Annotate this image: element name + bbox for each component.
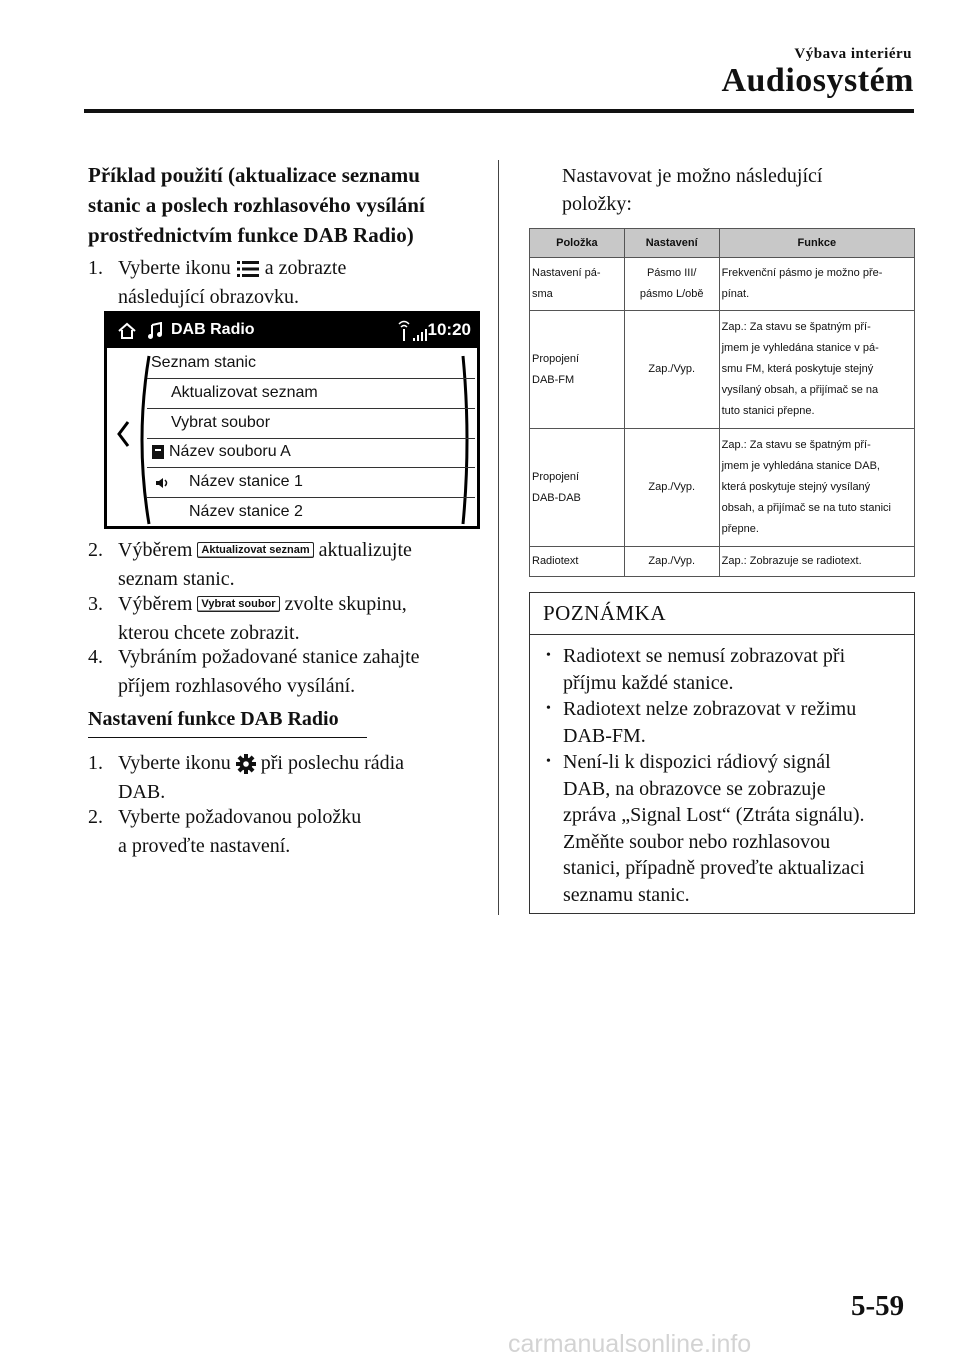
- header-rule: [84, 109, 914, 113]
- list-item[interactable]: [147, 379, 475, 409]
- step-number: 1.: [88, 257, 103, 279]
- item-cell: [530, 429, 625, 547]
- column-header: Nastavení: [624, 229, 719, 258]
- cell-line: Propojení: [532, 470, 580, 483]
- cell-line: pínat.: [721, 288, 750, 300]
- cell-line: tuto stanici přepne.: [721, 405, 815, 417]
- update-list-button-image: Aktualizovat seznam: [197, 542, 313, 558]
- music-note-icon: [147, 322, 163, 340]
- note-line: stanici, případně proveďte aktualizaci: [563, 857, 865, 879]
- screen-title: DAB Radio: [171, 321, 255, 338]
- settings-table: [529, 228, 915, 577]
- cell-line: DAB-DAB: [532, 491, 581, 504]
- cell-line: Pásmo III/: [646, 267, 697, 279]
- dab-settings-heading: Nastavení funkce DAB Radio: [88, 708, 339, 730]
- setting-cell: [624, 311, 719, 429]
- function-cell: [719, 258, 914, 311]
- back-chevron-icon[interactable]: [115, 419, 131, 449]
- settings-step-2: [88, 803, 468, 863]
- list-item[interactable]: [147, 349, 475, 379]
- step-text: Výběrem: [118, 593, 193, 615]
- cell-line: Nastavení pá-: [532, 267, 601, 279]
- step-text: při poslechu rádia: [260, 752, 405, 774]
- step-text-line2: a proveďte nastavení.: [118, 835, 291, 857]
- gear-icon: [236, 754, 256, 774]
- column-header: Položka: [530, 229, 625, 258]
- cell-line: přepne.: [721, 523, 759, 535]
- cell-line: Zap.: Za stavu se špatným pří-: [721, 321, 871, 333]
- step-text: aktualizujte: [318, 539, 412, 561]
- function-cell: [719, 429, 914, 547]
- step-4: [88, 643, 468, 703]
- step-text: zvolte skupinu,: [284, 593, 407, 615]
- table-row: [530, 258, 915, 311]
- note-line: příjmu každé stanice.: [563, 671, 734, 694]
- speaker-icon: [155, 476, 169, 490]
- item-cell: [530, 258, 625, 311]
- table-row: [530, 311, 915, 429]
- page-number: 5-59: [851, 1290, 905, 1322]
- list-item-label: Seznam stanic: [151, 354, 256, 371]
- bullet-icon: •: [546, 754, 551, 769]
- bullet-icon: •: [546, 648, 551, 663]
- step-text: Vybráním požadované stanice zahajte: [118, 646, 420, 668]
- list-item-label: Název stanice 2: [189, 503, 303, 520]
- dab-radio-screen: [104, 311, 480, 529]
- list-item[interactable]: [147, 468, 475, 498]
- note-line: zpráva „Signal Lost“ (Ztráta signálu).: [563, 804, 865, 826]
- settings-step-1: [88, 749, 468, 809]
- signal-icon: [397, 319, 429, 343]
- cell-line: sma: [532, 288, 553, 300]
- note-line: Není-li k dispozici rádiový signál: [563, 751, 831, 773]
- cell-line: jmem je vyhledána stanice v pá-: [721, 342, 879, 354]
- cell-line: obsah, a přijímač se na tuto stanici: [721, 502, 891, 514]
- note-title: POZNÁMKA: [543, 601, 667, 625]
- step-text-line2: následující obrazovku.: [118, 286, 300, 308]
- note-line: seznamu stanic.: [563, 883, 690, 906]
- step-3: [88, 590, 468, 650]
- page-title: Audiosystém: [721, 62, 914, 99]
- select-file-button-image: Vybrat soubor: [197, 596, 279, 612]
- example-heading: [88, 160, 458, 250]
- cell-line: jmem je vyhledána stanice DAB,: [721, 460, 880, 472]
- step-number: 3.: [88, 593, 103, 615]
- step-number: 4.: [88, 646, 103, 668]
- step-1: [88, 254, 468, 314]
- watermark: carmanualsonline.info: [508, 1330, 752, 1358]
- step-text: Vyberte ikonu: [118, 752, 231, 774]
- heading-line: prostřednictvím funkce DAB Radio): [88, 223, 414, 247]
- list-item[interactable]: [147, 409, 475, 439]
- table-row: [530, 429, 915, 547]
- cell-line: Propojení: [532, 352, 580, 365]
- intro-line: položky:: [562, 193, 632, 215]
- heading-line: Příklad použití (aktualizace seznamu: [88, 163, 420, 187]
- step-number: 2.: [88, 539, 103, 561]
- intro-line: Nastavovat je možno následující: [562, 165, 823, 187]
- step-2: [88, 536, 468, 596]
- step-text: Vyberte požadovanou položku: [118, 806, 362, 828]
- setting-cell: [624, 429, 719, 547]
- list-item[interactable]: [147, 498, 475, 527]
- cell-line: vysílaný obsah, a přijímač se na: [721, 384, 879, 396]
- bullet-icon: •: [546, 701, 551, 716]
- step-text: Vyberte ikonu: [118, 257, 231, 279]
- screen-status-bar: [107, 314, 477, 348]
- heading-underline: [88, 737, 367, 738]
- item-cell: [530, 547, 625, 577]
- screen-clock: 10:20: [427, 320, 471, 339]
- folder-icon: [152, 445, 164, 459]
- settings-intro: [562, 162, 822, 218]
- note-line: Radiotext nelze zobrazovat v režimu: [563, 698, 857, 720]
- note-header: [530, 593, 914, 635]
- cell-line: Frekvenční pásmo je možno pře-: [721, 267, 883, 279]
- cell-line: DAB-FM: [532, 373, 575, 386]
- list-item[interactable]: [147, 438, 475, 468]
- step-number: 1.: [88, 752, 103, 774]
- table-header-row: [530, 229, 915, 258]
- step-text-line2: seznam stanic.: [118, 568, 235, 590]
- table-row: [530, 547, 915, 577]
- cell-line: Zap.: Za stavu se špatným pří-: [721, 439, 871, 451]
- note-box: [529, 592, 915, 914]
- column-divider: [498, 160, 499, 915]
- cell-line: Radiotext: [532, 555, 579, 567]
- note-line: Změňte soubor nebo rozhlasovou: [563, 830, 831, 853]
- item-cell: [530, 311, 625, 429]
- list-item-label: Název stanice 1: [189, 473, 303, 490]
- step-number: 2.: [88, 806, 103, 828]
- note-line: DAB-FM.: [563, 724, 646, 747]
- setting-cell: [624, 258, 719, 311]
- list-item-label: Název souboru A: [169, 443, 291, 460]
- cell-line: Zap./Vyp.: [648, 481, 696, 493]
- cell-line: která poskytuje stejný vysílaný: [721, 481, 871, 493]
- section-label: Výbava interiéru: [794, 46, 912, 62]
- step-text-line2: příjem rozhlasového vysílání.: [118, 675, 356, 697]
- step-text-line2: DAB.: [118, 781, 166, 803]
- step-text-line2: kterou chcete zobrazit.: [118, 622, 300, 644]
- cell-line: Zap.: Zobrazuje se radiotext.: [721, 555, 862, 567]
- cell-line: smu FM, která poskytuje stejný: [721, 363, 874, 375]
- cell-line: Zap./Vyp.: [648, 555, 696, 567]
- cell-line: pásmo L/obě: [639, 288, 704, 300]
- cell-line: Zap./Vyp.: [648, 363, 696, 375]
- step-text: a zobrazte: [264, 257, 347, 279]
- list-item-label: Vybrat soubor: [171, 414, 271, 431]
- heading-line: stanic a poslech rozhlasového vysílání: [88, 193, 425, 217]
- note-line: Radiotext se nemusí zobrazovat při: [563, 645, 846, 667]
- setting-cell: [624, 547, 719, 577]
- home-icon: [117, 321, 137, 341]
- list-icon: [236, 259, 260, 279]
- step-text: Výběrem: [118, 539, 193, 561]
- function-cell: [719, 547, 914, 577]
- function-cell: [719, 311, 914, 429]
- note-line: DAB, na obrazovce se zobrazuje: [563, 777, 826, 800]
- column-header: Funkce: [719, 229, 914, 258]
- list-item-label: Aktualizovat seznam: [171, 384, 318, 401]
